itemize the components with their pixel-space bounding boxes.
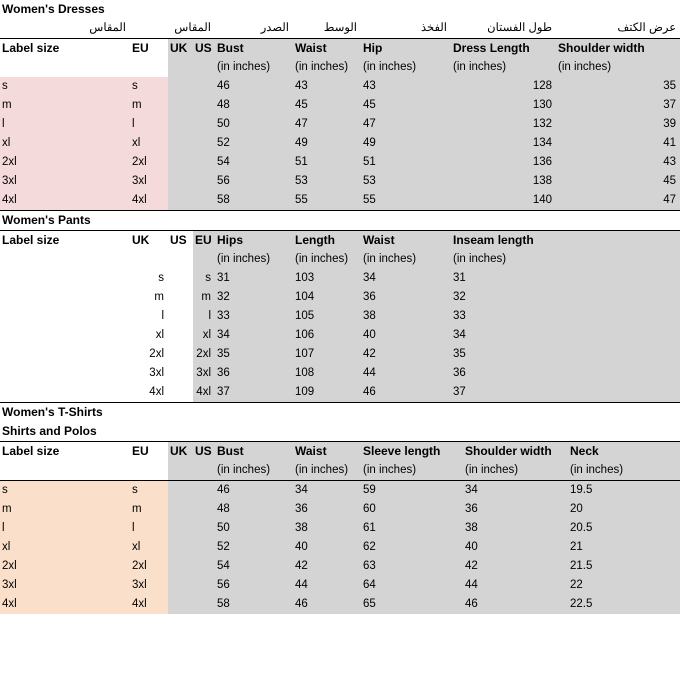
unit-blank-3 xyxy=(168,250,193,269)
cell-label-size: s xyxy=(0,481,130,501)
cell-eu: l xyxy=(130,519,168,538)
cell-eu: s xyxy=(130,481,168,501)
cell-dress-length: 140 xyxy=(451,191,556,211)
cell-waist: 42 xyxy=(361,345,451,364)
cell-waist: 46 xyxy=(293,595,361,614)
cell-waist: 38 xyxy=(293,519,361,538)
unit-waist: (in inches) xyxy=(293,461,361,481)
cell-us xyxy=(193,538,215,557)
cell-length: 104 xyxy=(293,288,361,307)
arabic-bust: الصدر xyxy=(260,22,289,34)
cell-eu: m xyxy=(130,500,168,519)
header-inseam-length: Inseam length xyxy=(451,231,680,251)
header-hip: Hip xyxy=(361,39,451,59)
cell-length: 109 xyxy=(293,383,361,403)
cell-bust: 54 xyxy=(215,557,293,576)
cell-hips: 31 xyxy=(215,269,293,288)
cell-eu: 4xl xyxy=(130,595,168,614)
unit-neck: (in inches) xyxy=(568,461,680,481)
cell-bust: 58 xyxy=(215,191,293,211)
cell-uk: 4xl xyxy=(149,386,164,398)
table-row xyxy=(0,307,680,326)
cell-shoulder-width: 42 xyxy=(463,557,568,576)
cell-hips: 34 xyxy=(215,326,293,345)
cell-us xyxy=(193,500,215,519)
table-row xyxy=(0,383,680,403)
cell-us xyxy=(168,345,193,364)
cell-uk: l xyxy=(161,310,164,322)
cell-hips: 33 xyxy=(215,307,293,326)
pants-table xyxy=(0,211,680,403)
header-uk: UK xyxy=(132,233,150,247)
cell-length: 105 xyxy=(293,307,361,326)
unit-waist: (in inches) xyxy=(293,58,361,77)
cell-inseam-length: 35 xyxy=(451,345,680,364)
cell-us xyxy=(168,288,193,307)
table-row xyxy=(0,576,680,595)
cell-bust: 58 xyxy=(215,595,293,614)
arabic-hip: الفخذ xyxy=(421,22,447,34)
cell-shoulder-width: 47 xyxy=(556,191,680,211)
section-title-line1: Women's T-Shirts xyxy=(2,405,103,419)
cell-length: 106 xyxy=(293,326,361,345)
cell-us xyxy=(193,153,215,172)
cell-uk: s xyxy=(158,272,164,284)
cell-eu: m xyxy=(193,288,215,307)
cell-length: 108 xyxy=(293,364,361,383)
cell-us xyxy=(193,115,215,134)
table-row xyxy=(0,115,680,134)
cell-neck: 21.5 xyxy=(568,557,680,576)
cell-label-size: 3xl xyxy=(0,172,130,191)
cell-uk: m xyxy=(154,291,164,303)
cell-eu: 3xl xyxy=(130,576,168,595)
dresses-header-row xyxy=(0,39,680,59)
cell-us xyxy=(193,134,215,153)
arabic-waist: الوسط xyxy=(323,22,357,34)
unit-blank-4 xyxy=(193,461,215,481)
cell-bust: 50 xyxy=(215,115,293,134)
tshirts-header-row xyxy=(0,442,680,462)
cell-inseam-length: 33 xyxy=(451,307,680,326)
header-uk: UK xyxy=(168,442,193,462)
cell-uk xyxy=(168,77,193,96)
section-title: Women's Dresses xyxy=(2,2,105,16)
table-row xyxy=(0,326,680,345)
cell-neck: 21 xyxy=(568,538,680,557)
cell-label-size: xl xyxy=(0,134,130,153)
cell-eu: 4xl xyxy=(130,191,168,211)
arabic-shoulder-width: عرض الكتف xyxy=(617,22,677,34)
header-us: US xyxy=(193,442,215,462)
table-row xyxy=(0,538,680,557)
cell-us xyxy=(193,595,215,614)
cell-bust: 46 xyxy=(215,77,293,96)
cell-uk xyxy=(168,519,193,538)
table-row xyxy=(0,96,680,115)
header-waist: Waist xyxy=(293,39,361,59)
cell-eu: s xyxy=(130,77,168,96)
unit-blank-1 xyxy=(0,250,130,269)
cell-shoulder-width: 34 xyxy=(463,481,568,501)
cell-uk xyxy=(168,557,193,576)
cell-shoulder-width: 41 xyxy=(556,134,680,153)
cell-bust: 52 xyxy=(215,134,293,153)
cell-shoulder-width: 36 xyxy=(463,500,568,519)
cell-uk xyxy=(168,595,193,614)
cell-waist: 44 xyxy=(361,364,451,383)
cell-dress-length: 130 xyxy=(451,96,556,115)
unit-bust: (in inches) xyxy=(215,461,293,481)
cell-hip: 43 xyxy=(361,77,451,96)
cell-hip: 51 xyxy=(361,153,451,172)
unit-blank-4 xyxy=(193,250,215,269)
cell-eu: 4xl xyxy=(193,383,215,403)
cell-label-size xyxy=(0,364,130,383)
tshirts-table xyxy=(0,403,680,614)
unit-shoulder-width: (in inches) xyxy=(556,58,680,77)
table-row xyxy=(0,345,680,364)
cell-hips: 37 xyxy=(215,383,293,403)
table-row xyxy=(0,364,680,383)
table-row xyxy=(0,519,680,538)
table-row xyxy=(0,191,680,211)
cell-inseam-length: 36 xyxy=(451,364,680,383)
arabic-dress-length: طول الفستان xyxy=(487,22,552,34)
cell-eu: l xyxy=(193,307,215,326)
cell-uk xyxy=(168,191,193,211)
cell-waist: 53 xyxy=(293,172,361,191)
cell-label-size: 3xl xyxy=(0,576,130,595)
section-title-line2: Shirts and Polos xyxy=(2,424,97,438)
cell-eu: l xyxy=(130,115,168,134)
cell-waist: 40 xyxy=(293,538,361,557)
unit-blank-4 xyxy=(193,58,215,77)
cell-dress-length: 138 xyxy=(451,172,556,191)
unit-blank-1 xyxy=(0,58,130,77)
cell-uk xyxy=(168,481,193,501)
cell-sleeve-length: 63 xyxy=(361,557,463,576)
arabic-label-size: المقاس xyxy=(89,22,126,34)
header-shoulder-width: Shoulder width xyxy=(556,39,680,59)
cell-inseam-length: 34 xyxy=(451,326,680,345)
arabic-eu: المقاس xyxy=(174,22,211,34)
cell-hips: 36 xyxy=(215,364,293,383)
table-row xyxy=(0,557,680,576)
cell-eu: xl xyxy=(193,326,215,345)
cell-us xyxy=(193,172,215,191)
header-waist: Waist xyxy=(361,231,451,251)
cell-eu: 3xl xyxy=(193,364,215,383)
cell-sleeve-length: 64 xyxy=(361,576,463,595)
cell-neck: 19.5 xyxy=(568,481,680,501)
table-row xyxy=(0,269,680,288)
header-bust: Bust xyxy=(215,442,293,462)
header-hips: Hips xyxy=(215,231,293,251)
cell-uk: 3xl xyxy=(149,367,164,379)
pants-title-row xyxy=(0,211,680,231)
table-row xyxy=(0,153,680,172)
cell-uk: 2xl xyxy=(149,348,164,360)
header-eu: EU xyxy=(132,41,149,55)
header-dress-length: Dress Length xyxy=(451,39,556,59)
cell-eu: xl xyxy=(130,538,168,557)
pants-units-row xyxy=(0,250,680,269)
header-sleeve-length: Sleeve length xyxy=(361,442,463,462)
cell-us xyxy=(193,96,215,115)
cell-shoulder-width: 46 xyxy=(463,595,568,614)
cell-bust: 56 xyxy=(215,576,293,595)
cell-hip: 49 xyxy=(361,134,451,153)
cell-waist: 42 xyxy=(293,557,361,576)
cell-us xyxy=(193,77,215,96)
table-row xyxy=(0,481,680,501)
cell-bust: 54 xyxy=(215,153,293,172)
unit-blank-3 xyxy=(168,461,193,481)
cell-waist: 36 xyxy=(293,500,361,519)
dresses-units-row xyxy=(0,58,680,77)
cell-waist: 46 xyxy=(361,383,451,403)
cell-label-size: 4xl xyxy=(0,191,130,211)
cell-label-size xyxy=(0,307,130,326)
unit-length: (in inches) xyxy=(293,250,361,269)
header-label-size: Label size xyxy=(2,233,60,247)
cell-neck: 20.5 xyxy=(568,519,680,538)
cell-us xyxy=(168,326,193,345)
cell-shoulder-width: 35 xyxy=(556,77,680,96)
cell-waist: 51 xyxy=(293,153,361,172)
cell-hip: 53 xyxy=(361,172,451,191)
cell-label-size xyxy=(0,383,130,403)
tshirts-title-row-1 xyxy=(0,403,680,422)
cell-eu: 2xl xyxy=(130,557,168,576)
cell-us xyxy=(193,191,215,211)
header-label-size: Label size xyxy=(2,41,60,55)
header-us: US xyxy=(170,233,187,247)
cell-hips: 35 xyxy=(215,345,293,364)
cell-neck: 22.5 xyxy=(568,595,680,614)
cell-uk xyxy=(168,134,193,153)
cell-bust: 50 xyxy=(215,519,293,538)
cell-us xyxy=(168,307,193,326)
cell-label-size: l xyxy=(0,519,130,538)
unit-dress-length: (in inches) xyxy=(451,58,556,77)
cell-inseam-length: 37 xyxy=(451,383,680,403)
cell-sleeve-length: 59 xyxy=(361,481,463,501)
header-eu: EU xyxy=(132,444,149,458)
header-bust: Bust xyxy=(215,39,293,59)
cell-shoulder-width: 45 xyxy=(556,172,680,191)
cell-us xyxy=(193,576,215,595)
cell-shoulder-width: 38 xyxy=(463,519,568,538)
cell-neck: 22 xyxy=(568,576,680,595)
cell-label-size: 2xl xyxy=(0,153,130,172)
cell-dress-length: 134 xyxy=(451,134,556,153)
unit-sleeve-length: (in inches) xyxy=(361,461,463,481)
table-row xyxy=(0,172,680,191)
table-row xyxy=(0,288,680,307)
dresses-arabic-header-row xyxy=(0,19,680,39)
cell-uk xyxy=(168,172,193,191)
cell-uk xyxy=(168,96,193,115)
cell-waist: 45 xyxy=(293,96,361,115)
cell-label-size xyxy=(0,288,130,307)
cell-label-size xyxy=(0,326,130,345)
header-shoulder-width: Shoulder width xyxy=(463,442,568,462)
unit-blank-2 xyxy=(130,58,168,77)
header-us: US xyxy=(193,39,215,59)
cell-waist: 47 xyxy=(293,115,361,134)
cell-hip: 55 xyxy=(361,191,451,211)
cell-sleeve-length: 61 xyxy=(361,519,463,538)
cell-eu: xl xyxy=(130,134,168,153)
cell-label-size: s xyxy=(0,77,130,96)
cell-us xyxy=(168,269,193,288)
cell-us xyxy=(193,557,215,576)
unit-blank-2 xyxy=(130,250,168,269)
cell-us xyxy=(193,481,215,501)
unit-inseam-length: (in inches) xyxy=(451,250,680,269)
cell-label-size: m xyxy=(0,500,130,519)
header-length: Length xyxy=(293,231,361,251)
cell-label-size: m xyxy=(0,96,130,115)
cell-sleeve-length: 62 xyxy=(361,538,463,557)
cell-eu: s xyxy=(193,269,215,288)
cell-waist: 49 xyxy=(293,134,361,153)
cell-dress-length: 128 xyxy=(451,77,556,96)
cell-bust: 52 xyxy=(215,538,293,557)
cell-label-size: l xyxy=(0,115,130,134)
cell-label-size: 4xl xyxy=(0,595,130,614)
cell-waist: 43 xyxy=(293,77,361,96)
cell-neck: 20 xyxy=(568,500,680,519)
cell-dress-length: 136 xyxy=(451,153,556,172)
tshirts-title-row-2 xyxy=(0,422,680,442)
cell-label-size: xl xyxy=(0,538,130,557)
section-title: Women's Pants xyxy=(2,213,91,227)
cell-hips: 32 xyxy=(215,288,293,307)
cell-eu: 2xl xyxy=(193,345,215,364)
header-waist: Waist xyxy=(293,442,361,462)
cell-waist: 40 xyxy=(361,326,451,345)
header-uk: UK xyxy=(168,39,193,59)
unit-blank-1 xyxy=(0,461,130,481)
cell-shoulder-width: 39 xyxy=(556,115,680,134)
cell-waist: 34 xyxy=(293,481,361,501)
cell-shoulder-width: 37 xyxy=(556,96,680,115)
dresses-title-row xyxy=(0,0,680,19)
unit-hip: (in inches) xyxy=(361,58,451,77)
cell-shoulder-width: 40 xyxy=(463,538,568,557)
cell-hip: 47 xyxy=(361,115,451,134)
table-row xyxy=(0,77,680,96)
cell-bust: 48 xyxy=(215,500,293,519)
cell-uk xyxy=(168,576,193,595)
cell-us xyxy=(168,364,193,383)
tshirts-units-row xyxy=(0,461,680,481)
cell-waist: 55 xyxy=(293,191,361,211)
cell-waist: 36 xyxy=(361,288,451,307)
header-eu: EU xyxy=(193,231,215,251)
cell-hip: 45 xyxy=(361,96,451,115)
cell-sleeve-length: 60 xyxy=(361,500,463,519)
table-row xyxy=(0,500,680,519)
cell-label-size: 2xl xyxy=(0,557,130,576)
cell-us xyxy=(168,383,193,403)
table-row xyxy=(0,595,680,614)
unit-shoulder-width: (in inches) xyxy=(463,461,568,481)
unit-waist: (in inches) xyxy=(361,250,451,269)
cell-length: 103 xyxy=(293,269,361,288)
cell-inseam-length: 32 xyxy=(451,288,680,307)
header-neck: Neck xyxy=(568,442,680,462)
header-label-size: Label size xyxy=(2,444,60,458)
unit-blank-3 xyxy=(168,58,193,77)
cell-inseam-length: 31 xyxy=(451,269,680,288)
pants-header-row xyxy=(0,231,680,251)
cell-waist: 34 xyxy=(361,269,451,288)
unit-bust: (in inches) xyxy=(215,58,293,77)
unit-hips: (in inches) xyxy=(215,250,293,269)
cell-uk xyxy=(168,538,193,557)
cell-label-size xyxy=(0,269,130,288)
cell-eu: 3xl xyxy=(130,172,168,191)
cell-uk xyxy=(168,153,193,172)
dresses-table xyxy=(0,0,680,211)
cell-uk: xl xyxy=(155,329,164,341)
cell-bust: 48 xyxy=(215,96,293,115)
cell-eu: m xyxy=(130,96,168,115)
cell-bust: 46 xyxy=(215,481,293,501)
unit-blank-2 xyxy=(130,461,168,481)
cell-shoulder-width: 43 xyxy=(556,153,680,172)
cell-sleeve-length: 65 xyxy=(361,595,463,614)
cell-waist: 38 xyxy=(361,307,451,326)
cell-length: 107 xyxy=(293,345,361,364)
cell-dress-length: 132 xyxy=(451,115,556,134)
cell-bust: 56 xyxy=(215,172,293,191)
cell-shoulder-width: 44 xyxy=(463,576,568,595)
cell-waist: 44 xyxy=(293,576,361,595)
cell-eu: 2xl xyxy=(130,153,168,172)
cell-us xyxy=(193,519,215,538)
cell-uk xyxy=(168,115,193,134)
table-row xyxy=(0,134,680,153)
cell-label-size xyxy=(0,345,130,364)
cell-uk xyxy=(168,500,193,519)
